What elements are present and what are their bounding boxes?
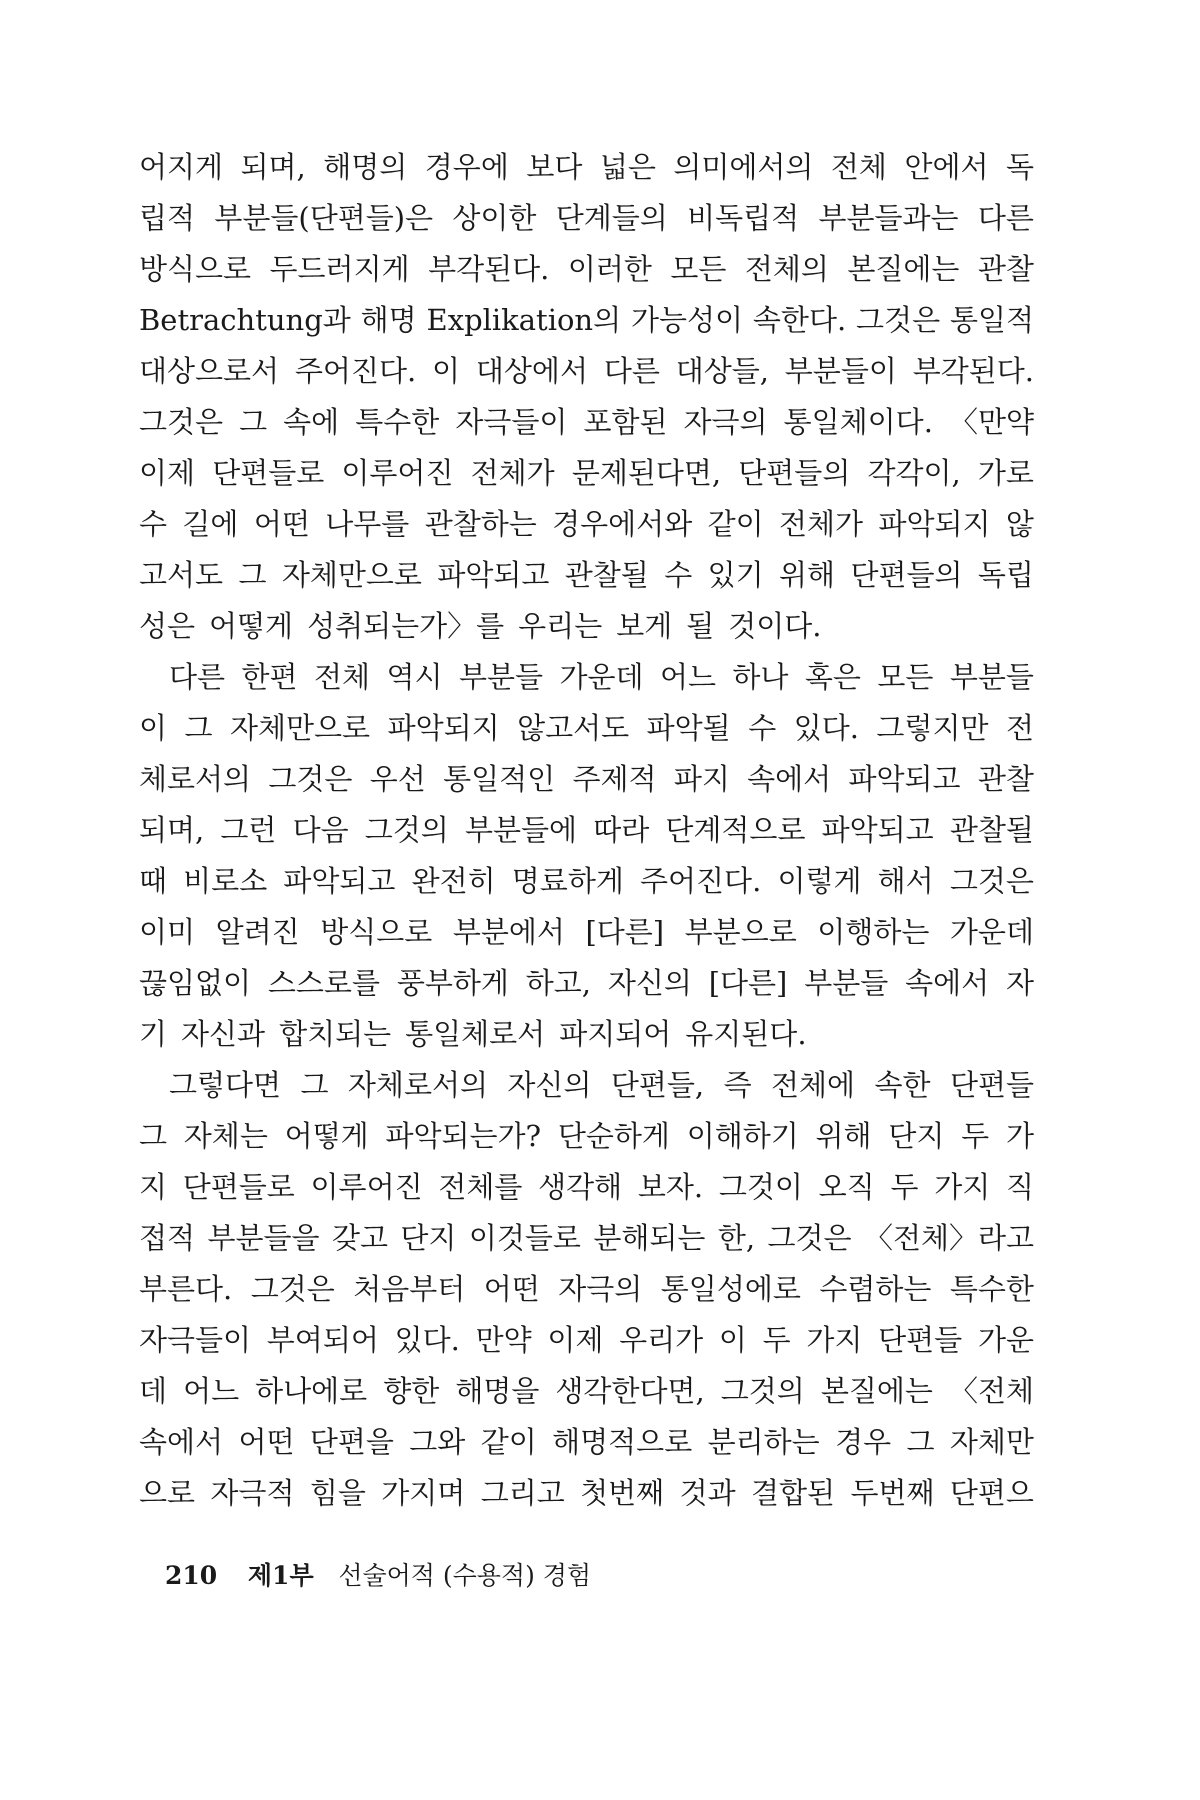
text-line: 그것은 그 속에 특수한 자극들이 포함된 자극의 통일체이다. 〈만약 (139, 405, 1034, 439)
body-text (139, 142, 1034, 1519)
page-footer (165, 1560, 591, 1592)
part-title: 선술어적 (수용적) 경험 (338, 1561, 592, 1590)
text-line: 그 자체는 어떻게 파악되는가? 단순하게 이해하기 위해 단지 두 가 (139, 1119, 1034, 1153)
text-line: 방식으로 두드러지게 부각된다. 이러한 모든 전체의 본질에는 관찰 (139, 252, 1034, 286)
text-line: 성은 어떻게 성취되는가〉를 우리는 보게 될 것이다. (139, 609, 822, 643)
text-line: 끊임없이 스스로를 풍부하게 하고, 자신의 [다른] 부분들 속에서 자 (139, 966, 1034, 1000)
text-line: 기 자신과 합치되는 통일체로서 파지되어 유지된다. (139, 1017, 807, 1051)
text-line: 때 비로소 파악되고 완전히 명료하게 주어진다. 이렇게 해서 그것은 (139, 864, 1034, 898)
text-line: 접적 부분들을 갖고 단지 이것들로 분해되는 한, 그것은 〈전체〉라고 (139, 1221, 1034, 1255)
text-line: 체로서의 그것은 우선 통일적인 주제적 파지 속에서 파악되고 관찰 (139, 762, 1034, 796)
text-line: 이제 단편들로 이루어진 전체가 문제된다면, 단편들의 각각이, 가로 (139, 456, 1034, 490)
text-line: 대상으로서 주어진다. 이 대상에서 다른 대상들, 부분들이 부각된다. (139, 354, 1034, 388)
text-line: 이미 알려진 방식으로 부분에서 [다른] 부분으로 이행하는 가운데 (139, 915, 1034, 949)
text-line: 자극들이 부여되어 있다. 만약 이제 우리가 이 두 가지 단편들 가운 (139, 1323, 1034, 1357)
text-line: 수 길에 어떤 나무를 관찰하는 경우에서와 같이 전체가 파악되지 않 (139, 507, 1034, 541)
text-line: 고서도 그 자체만으로 파악되고 관찰될 수 있기 위해 단편들의 독립 (139, 558, 1034, 592)
text-line: 이 그 자체만으로 파악되지 않고서도 파악될 수 있다. 그렇지만 전 (139, 711, 1034, 745)
text-line: 립적 부분들(단편들)은 상이한 단계들의 비독립적 부분들과는 다른 (139, 201, 1034, 235)
text-line: 부른다. 그것은 처음부터 어떤 자극의 통일성에로 수렴하는 특수한 (139, 1272, 1034, 1306)
page-number: 210 (165, 1561, 218, 1590)
text-line: Betrachtung과 해명 Explikation의 가능성이 속한다. 그것은 통일적 (139, 303, 1034, 337)
text-line: 데 어느 하나에로 향한 해명을 생각한다면, 그것의 본질에는 〈전체 (139, 1374, 1034, 1408)
text-line: 어지게 되며, 해명의 경우에 보다 넓은 의미에서의 전체 안에서 독 (139, 150, 1034, 184)
part-label: 제1부 (247, 1561, 314, 1590)
text-line: 속에서 어떤 단편을 그와 같이 해명적으로 분리하는 경우 그 자체만 (139, 1425, 1034, 1459)
text-line: 으로 자극적 힘을 가지며 그리고 첫번째 것과 결합된 두번째 단편으 (139, 1476, 1034, 1510)
text-line: 다른 한편 전체 역시 부분들 가운데 어느 하나 혹은 모든 부분들 (169, 660, 1034, 694)
text-line: 그렇다면 그 자체로서의 자신의 단편들, 즉 전체에 속한 단편들 (169, 1068, 1034, 1102)
text-line: 지 단편들로 이루어진 전체를 생각해 보자. 그것이 오직 두 가지 직 (139, 1170, 1034, 1204)
text-line: 되며, 그런 다음 그것의 부분들에 따라 단계적으로 파악되고 관찰될 (139, 813, 1034, 847)
